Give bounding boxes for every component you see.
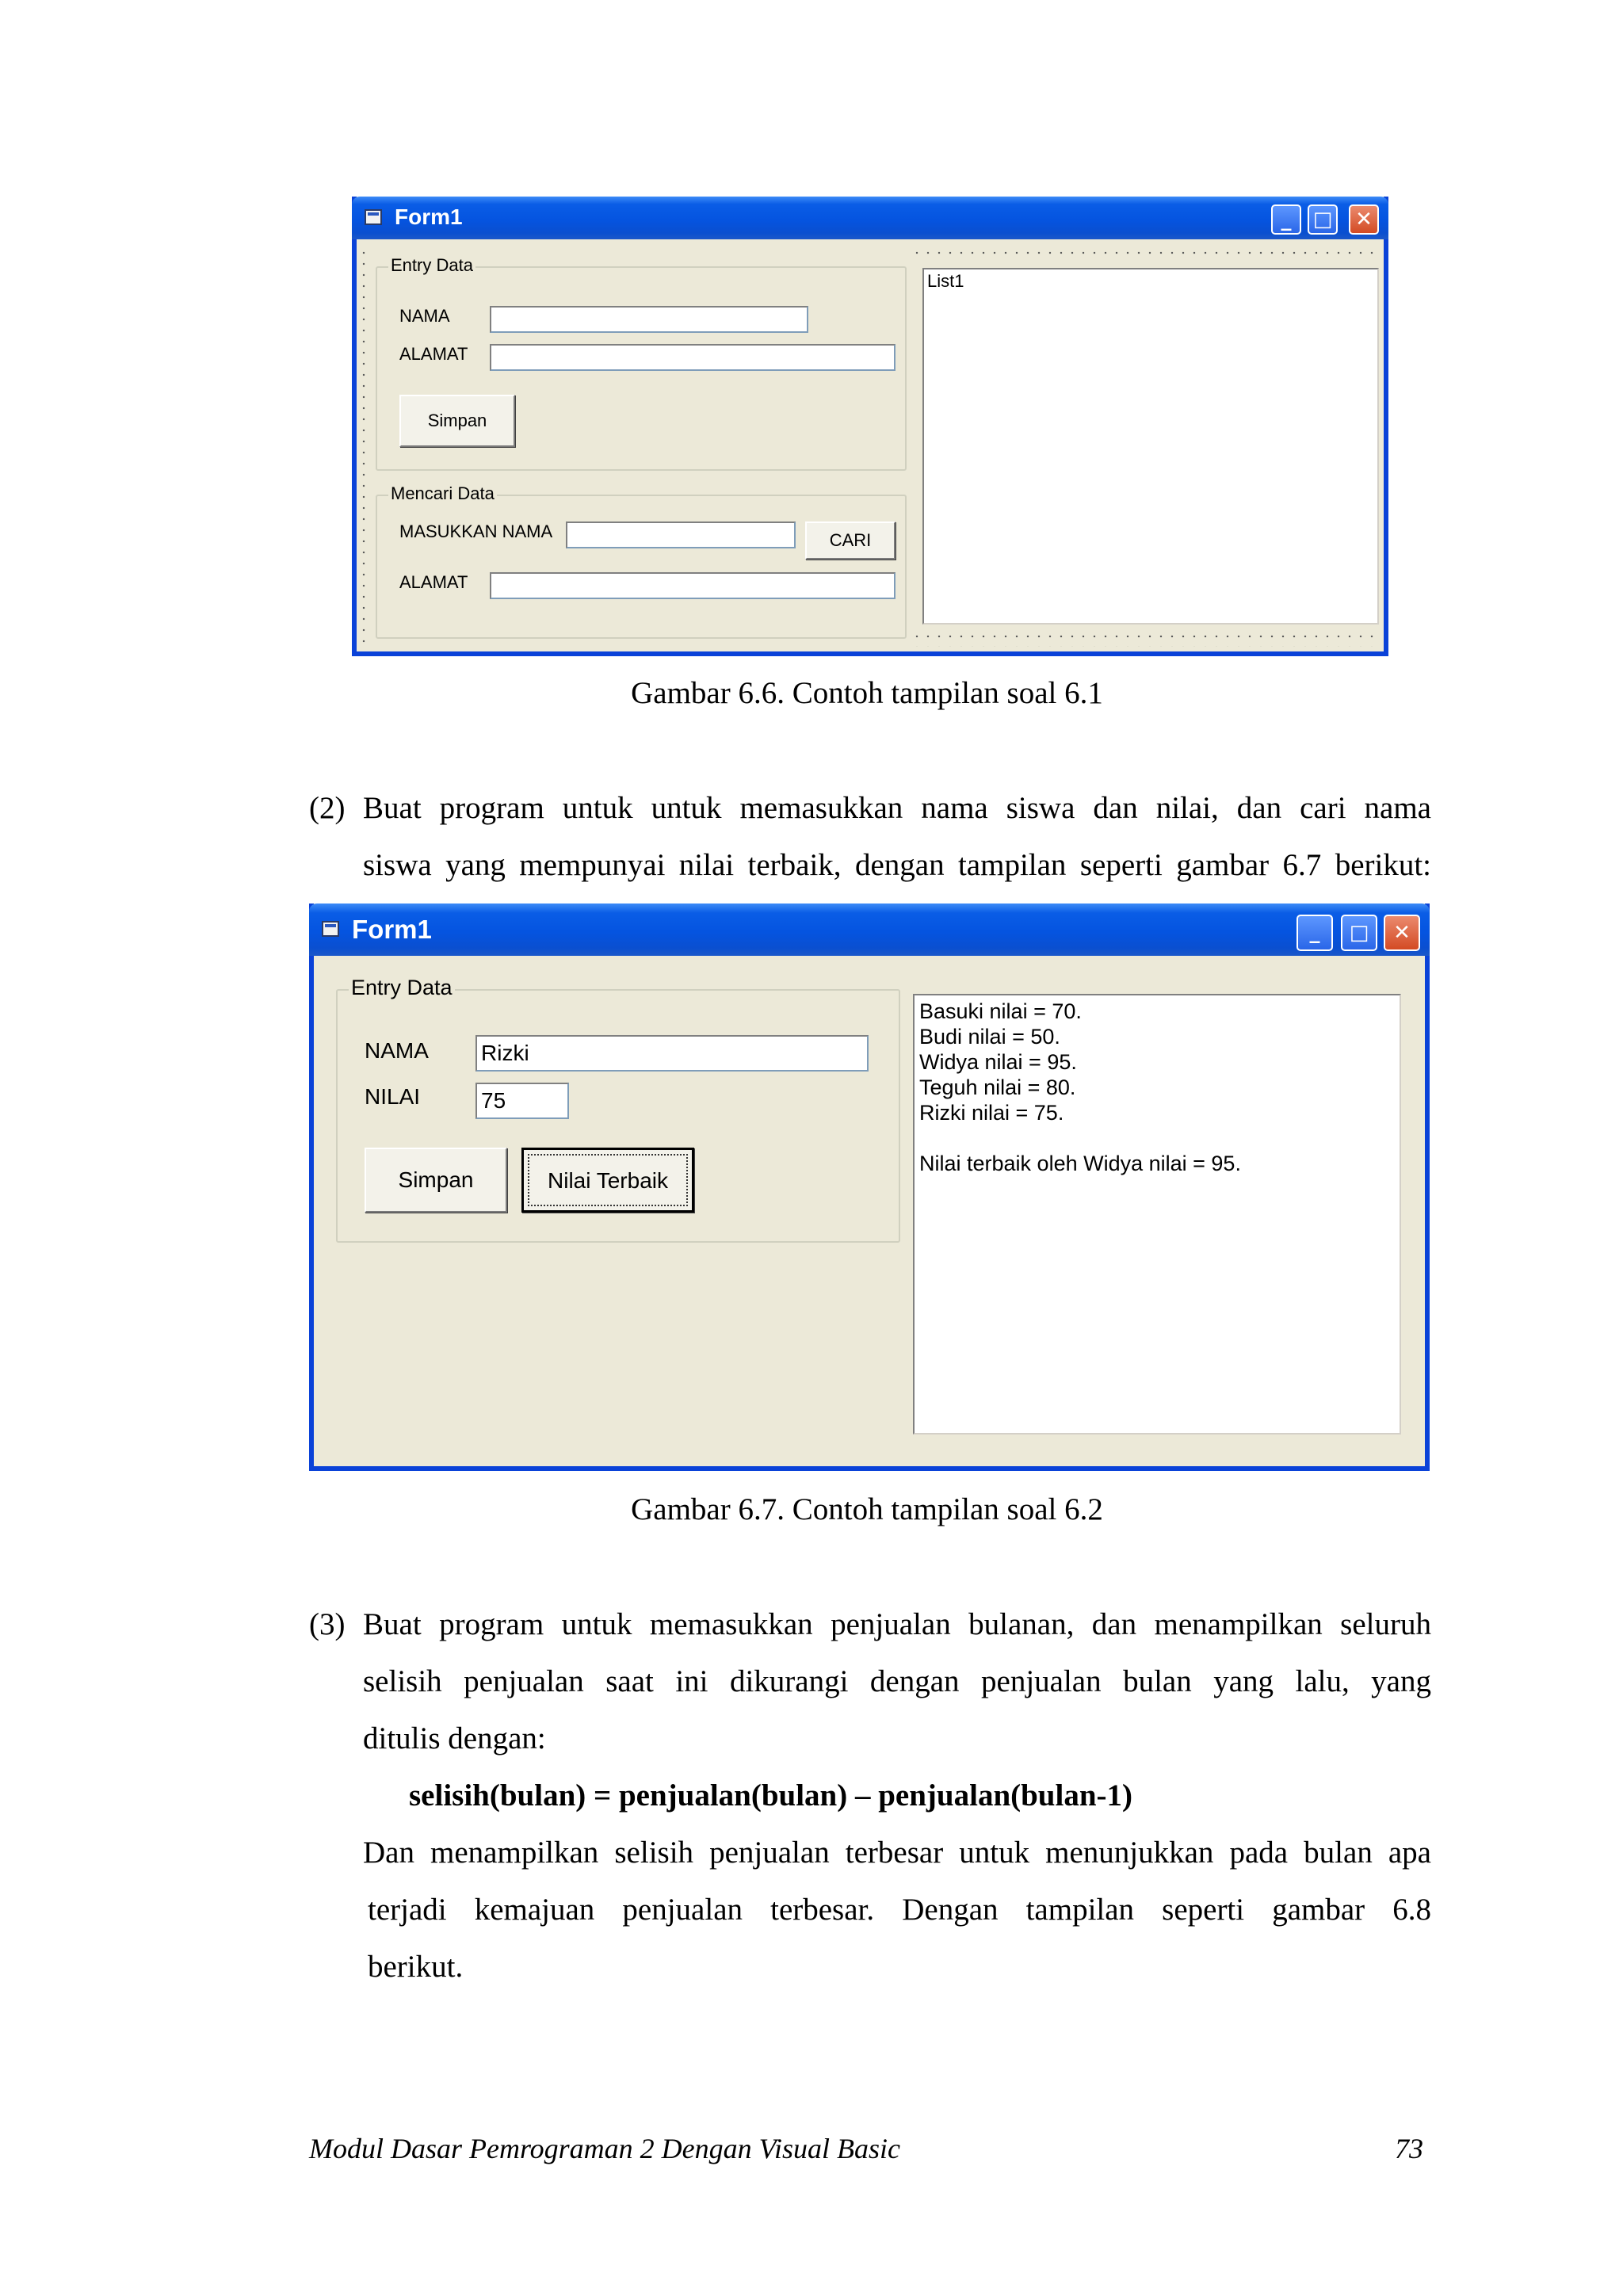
list-item: Basuki nilai = 70. [919, 999, 1082, 1023]
maximize-button[interactable] [1308, 204, 1338, 235]
paragraph-3-line-6: berikut. [368, 1950, 464, 1984]
masukkan-nama-input[interactable] [566, 521, 796, 548]
results-listbox[interactable] [913, 994, 1401, 1435]
maximize-icon: □ [1312, 208, 1333, 231]
simpan-button[interactable]: Simpan [399, 395, 515, 447]
list-item: Rizki nilai = 75. [919, 1101, 1064, 1125]
minimize-button[interactable] [1271, 204, 1301, 235]
list-item: Widya nilai = 95. [919, 1050, 1077, 1074]
paragraph-2-number: (2) [309, 791, 346, 825]
paragraph-3-line-2: selisih penjualan saat ini dikurangi dengan penjualan bulan yang lalu, yang [363, 1664, 1431, 1698]
mencari-data-group [376, 483, 907, 639]
design-grid-top [911, 247, 1379, 257]
form-icon [365, 209, 382, 225]
alamat-result-input[interactable] [490, 572, 896, 599]
cari-button[interactable]: CARI [805, 521, 896, 560]
alamat-label: ALAMAT [399, 344, 468, 364]
window-title: Form1 [395, 204, 463, 229]
alamat-result-label: ALAMAT [399, 572, 468, 592]
list1-label: List1 [927, 271, 964, 291]
mencari-data-label: Mencari Data [388, 483, 497, 504]
close-icon: ✕ [1355, 208, 1373, 231]
form1-window-fig66 [352, 197, 1388, 656]
paragraph-3-line-3: ditulis dengan: [363, 1721, 546, 1755]
nama-input[interactable] [490, 306, 808, 333]
paragraph-3-number: (3) [309, 1607, 346, 1641]
paragraph-2-line-2: siswa yang mempunyai nilai terbaik, dengan tampilan seperti gambar 6.7 berikut: [363, 848, 1431, 882]
list-item-best: Nilai terbaik oleh Widya nilai = 95. [919, 1152, 1241, 1175]
list-item: Teguh nilai = 80. [919, 1075, 1076, 1099]
nama-input[interactable]: Rizki [475, 1035, 869, 1072]
minimize-button[interactable] [1296, 915, 1333, 951]
close-button[interactable] [1349, 204, 1379, 235]
nama-label: NAMA [399, 306, 450, 326]
list-item: Budi nilai = 50. [919, 1025, 1060, 1049]
nama-label: NAMA [365, 1038, 429, 1063]
nilai-terbaik-button[interactable]: Nilai Terbaik [521, 1148, 694, 1213]
maximize-button[interactable] [1341, 915, 1377, 951]
paragraph-3-line-5: terjadi kemajuan penjualan terbesar. Dengan tampilan seperti gambar 6.8 [368, 1893, 1431, 1927]
entry-data-label: Entry Data [388, 255, 475, 276]
alamat-input[interactable] [490, 344, 896, 371]
footer-title: Modul Dasar Pemrograman 2 Dengan Visual Basic [309, 2133, 900, 2164]
title-bar [309, 904, 1430, 956]
close-button[interactable] [1384, 915, 1420, 951]
caption-fig67: Gambar 6.7. Contoh tampilan soal 6.2 [631, 1492, 1103, 1526]
close-icon: ✕ [1393, 921, 1411, 945]
paragraph-3-line-1: Buat program untuk memasukkan penjualan bulanan, dan menampilkan seluruh [363, 1607, 1431, 1641]
form1-window-fig67 [309, 904, 1430, 1471]
masukkan-nama-label: MASUKKAN NAMA [399, 521, 553, 541]
list1-listbox[interactable] [922, 268, 1379, 625]
title-bar [352, 197, 1388, 239]
caption-fig66: Gambar 6.6. Contoh tampilan soal 6.1 [631, 676, 1103, 710]
page-number: 73 [1395, 2133, 1423, 2164]
design-grid-left [358, 247, 368, 648]
nilai-label: NILAI [365, 1084, 421, 1109]
entry-data-label: Entry Data [349, 976, 455, 1000]
nilai-input[interactable]: 75 [475, 1083, 569, 1119]
form-icon [322, 921, 339, 937]
window-title: Form1 [352, 915, 432, 944]
minimize-icon: _ [1281, 208, 1292, 231]
formula: selisih(bulan) = penjualan(bulan) – penjualan(bulan-1) [409, 1778, 1132, 1813]
paragraph-3-line-4: Dan menampilkan selisih penjualan terbesar untuk menunjukkan pada bulan apa [363, 1836, 1431, 1870]
design-grid-bottom [911, 631, 1379, 647]
minimize-icon: _ [1309, 920, 1320, 944]
paragraph-2-line-1: Buat program untuk untuk memasukkan nama siswa dan nilai, dan cari nama [363, 791, 1431, 825]
maximize-icon: □ [1349, 921, 1369, 945]
simpan-button[interactable]: Simpan [365, 1148, 507, 1213]
